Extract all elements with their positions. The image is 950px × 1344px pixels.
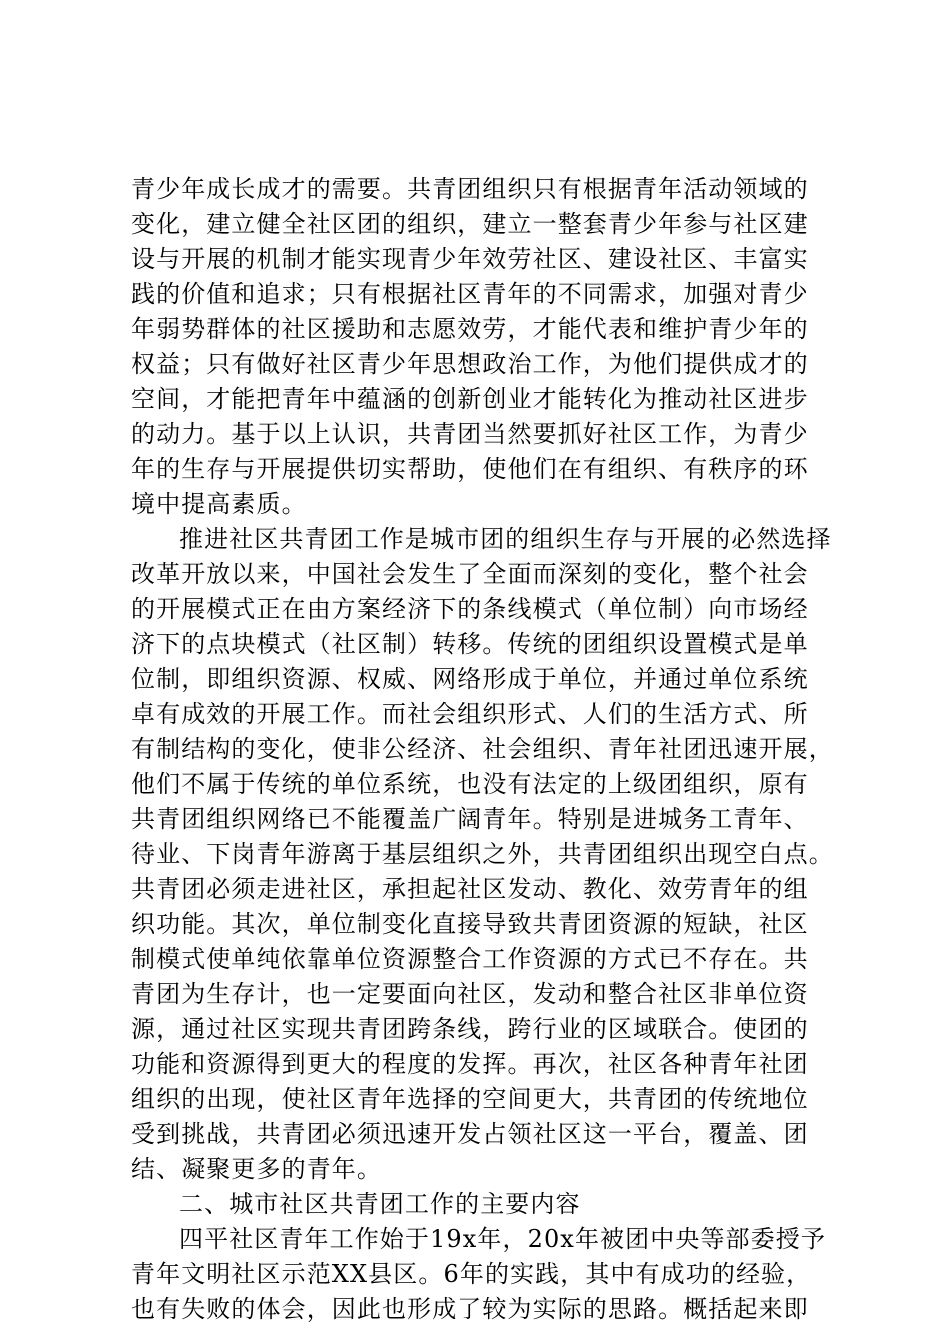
text-line: 组织的出现，使社区青年选择的空间更大，共青团的传统地位 — [131, 1085, 809, 1113]
text-line: 二、城市社区共青团工作的主要内容 — [179, 1190, 581, 1218]
text-line: 践的价值和追求；只有根据社区青年的不同需求，加强对青少 — [131, 280, 809, 308]
text-line: 织功能。其次，单位制变化直接导致共青团资源的短缺，社区 — [131, 910, 809, 938]
text-line: 权益；只有做好社区青少年思想政治工作，为他们提供成才的 — [131, 350, 809, 378]
text-line: 受到挑战，共青团必须迅速开发占领社区这一平台，覆盖、团 — [131, 1120, 809, 1148]
text-line: 的动力。基于以上认识，共青团当然要抓好社区工作，为青少 — [131, 420, 809, 448]
text-line: 结、凝聚更多的青年。 — [131, 1155, 382, 1183]
document-body — [131, 172, 834, 1327]
text-line: 待业、下岗青年游离于基层组织之外，共青团组织出现空白点。 — [131, 840, 834, 868]
text-line: 年的生存与开展提供切实帮助，使他们在有组织、有秩序的环 — [131, 455, 809, 483]
text-line: 空间，才能把青年中蕴涵的创新创业才能转化为推动社区进步 — [131, 385, 809, 413]
text-line: 位制，即组织资源、权威、网络形成于单位，并通过单位系统 — [131, 665, 809, 693]
text-line: 变化，建立健全社区团的组织，建立一整套青少年参与社区建 — [131, 210, 809, 238]
text-line: 源，通过社区实现共青团跨条线，跨行业的区域联合。使团的 — [131, 1015, 809, 1043]
text-line: 年弱势群体的社区援助和志愿效劳，才能代表和维护青少年的 — [131, 315, 809, 343]
text-line: 也有失败的体会，因此也形成了较为实际的思路。概括起来即 — [131, 1295, 809, 1323]
text-line: 卓有成效的开展工作。而社会组织形式、人们的生活方式、所 — [131, 700, 809, 728]
text-line: 设与开展的机制才能实现青少年效劳社区、建设社区、丰富实 — [131, 245, 809, 273]
text-line: 四平社区青年工作始于19x年，20x年被团中央等部委授予 — [179, 1225, 826, 1253]
text-line: 推进社区共青团工作是城市团的组织生存与开展的必然选择 — [179, 525, 832, 553]
text-line: 青年文明社区示范XX县区。6年的实践，其中有成功的经验， — [131, 1260, 812, 1288]
text-line: 共青团必须走进社区，承担起社区发动、教化、效劳青年的组 — [131, 875, 809, 903]
text-line: 青少年成长成才的需要。共青团组织只有根据青年活动领域的 — [131, 175, 809, 203]
text-line: 共青团组织网络已不能覆盖广阔青年。特别是进城务工青年、 — [131, 805, 809, 833]
text-line: 青团为生存计，也一定要面向社区，发动和整合社区非单位资 — [131, 980, 809, 1008]
text-line: 济下的点块模式（社区制）转移。传统的团组织设置模式是单 — [131, 630, 809, 658]
text-line: 制模式使单纯依靠单位资源整合工作资源的方式已不存在。共 — [131, 945, 809, 973]
text-line: 功能和资源得到更大的程度的发挥。再次，社区各种青年社团 — [131, 1050, 809, 1078]
text-line: 境中提高素质。 — [131, 490, 307, 518]
text-line: 改革开放以来，中国社会发生了全面而深刻的变化，整个社会 — [131, 560, 809, 588]
text-line: 他们不属于传统的单位系统，也没有法定的上级团组织，原有 — [131, 770, 809, 798]
text-line: 的开展模式正在由方案经济下的条线模式（单位制）向市场经 — [131, 595, 809, 623]
text-line: 有制结构的变化，使非公经济、社会组织、青年社团迅速开展， — [131, 735, 834, 763]
